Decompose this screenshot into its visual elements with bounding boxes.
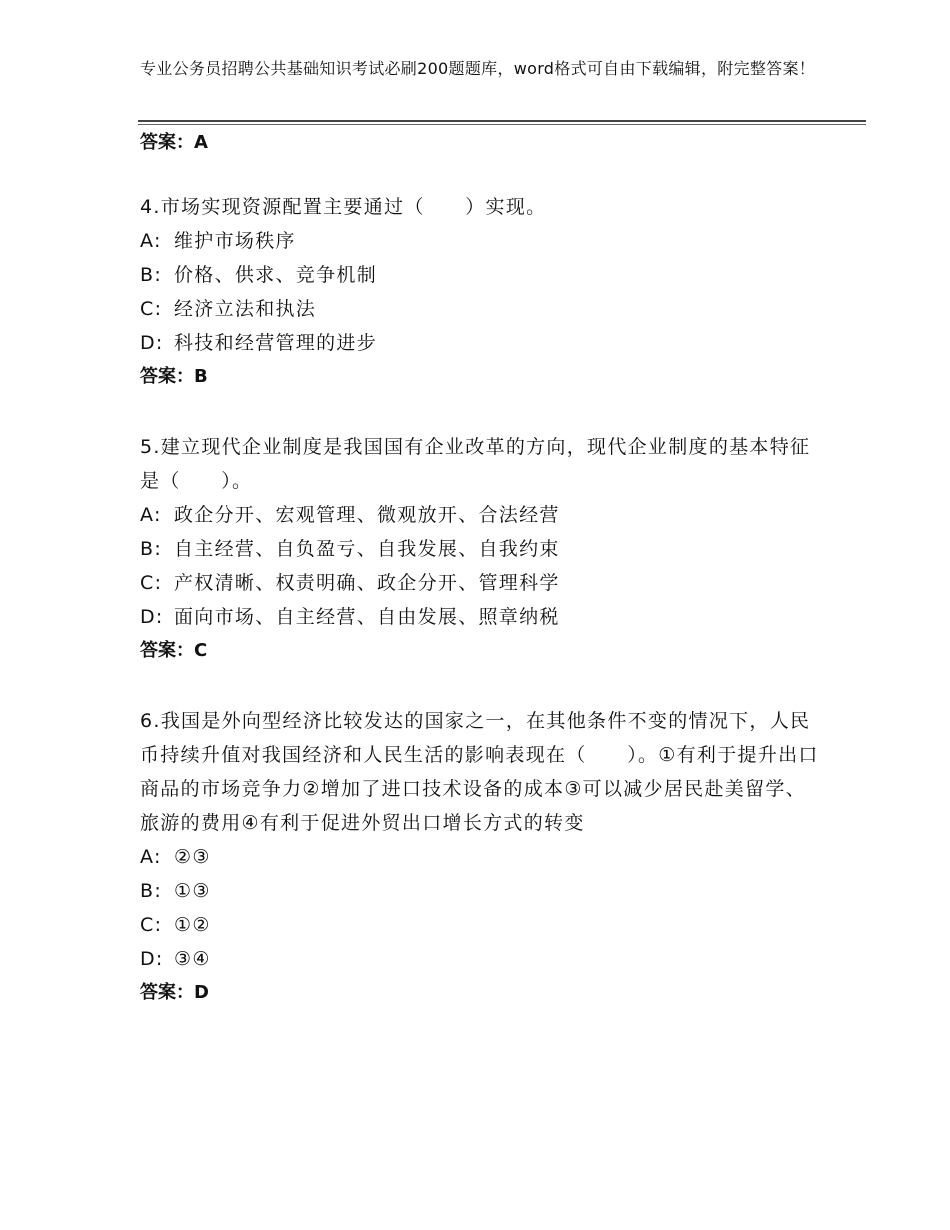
option-b	[140, 258, 820, 292]
answer-line: 答案：C	[140, 640, 208, 661]
option-text: 政企分开、宏观管理、微观放开、合法经营	[174, 504, 560, 526]
question-text: 5.建立现代企业制度是我国国有企业改革的方向，现代企业制度的基本特征是（ ）。	[140, 436, 811, 492]
option-text: 产权清晰、权责明确、政企分开、管理科学	[174, 572, 560, 594]
answer-line: 答案：D	[140, 982, 209, 1003]
option-a	[140, 224, 820, 258]
document-header: 专业公务员招聘公共基础知识考试必刷200题题库，word格式可自由下载编辑，附完整答案！	[140, 59, 816, 78]
option-label: D:	[140, 606, 164, 628]
option-b	[140, 532, 820, 566]
option-b	[140, 874, 820, 908]
option-text: ②③	[174, 846, 211, 868]
question-text: 6.我国是外向型经济比较发达的国家之一，在其他条件不变的情况下，人民币持续升值对我国经济和人民生活的影响表现在（ ）。①有利于提升出口商品的市场竞争力②增加了进口技术设备的成本③可以减少居民赴美留学、旅游的费用④有利于促进外贸出口增长方式的转变	[140, 710, 819, 834]
option-label: A:	[140, 846, 162, 868]
option-label: C:	[140, 914, 163, 936]
option-a	[140, 840, 820, 874]
option-label: B:	[140, 880, 163, 902]
option-text: ③④	[174, 948, 211, 970]
option-text: ①②	[174, 914, 211, 936]
question-block	[140, 704, 820, 1010]
answer-line: 答案：B	[140, 366, 208, 387]
option-d	[140, 600, 820, 634]
option-label: B:	[140, 538, 163, 560]
option-text: 维护市场秩序	[174, 230, 296, 252]
header-divider	[138, 120, 866, 122]
option-label: C:	[140, 572, 163, 594]
option-label: D:	[140, 948, 164, 970]
option-c	[140, 908, 820, 942]
option-text: 经济立法和执法	[174, 298, 317, 320]
option-a	[140, 498, 820, 532]
option-text: 自主经营、自负盈亏、自我发展、自我约束	[174, 538, 560, 560]
answer-line: 答案：A	[140, 132, 208, 153]
header-divider-thin	[138, 124, 866, 125]
option-label: A:	[140, 230, 162, 252]
question-text: 4.市场实现资源配置主要通过（ ）实现。	[140, 196, 547, 218]
question-list	[140, 126, 820, 1010]
option-text: 价格、供求、竞争机制	[174, 264, 378, 286]
option-c	[140, 292, 820, 326]
option-label: D:	[140, 332, 164, 354]
option-label: C:	[140, 298, 163, 320]
question-block	[140, 190, 820, 394]
option-text: 面向市场、自主经营、自由发展、照章纳税	[174, 606, 560, 628]
option-d	[140, 942, 820, 976]
question-block	[140, 430, 820, 668]
option-c	[140, 566, 820, 600]
option-d	[140, 326, 820, 360]
option-label: A:	[140, 504, 162, 526]
option-label: B:	[140, 264, 163, 286]
option-text: ①③	[174, 880, 211, 902]
option-text: 科技和经营管理的进步	[174, 332, 378, 354]
